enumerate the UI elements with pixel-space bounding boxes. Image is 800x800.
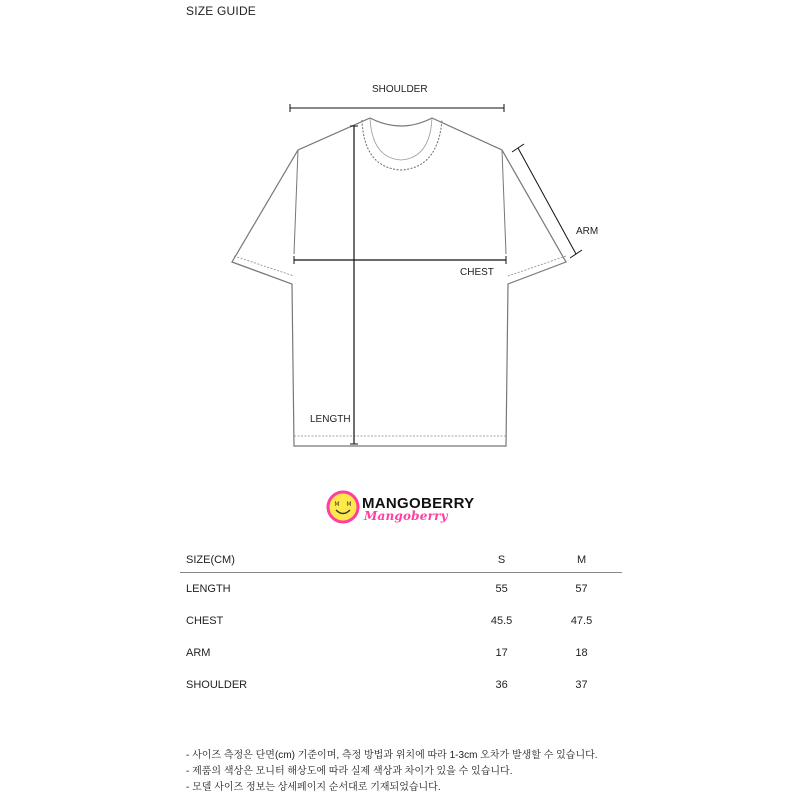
table-cell: 37 [575,679,588,691]
chest-label: CHEST [460,267,494,278]
table-header-cell: M [576,554,587,566]
table-cell: 36 [495,679,508,691]
table-cell: 57 [575,583,588,595]
size-notes [186,748,598,796]
table-cell: LENGTH [186,583,231,595]
table-row [180,669,622,701]
table-header-cell: SIZE(CM) [186,554,235,566]
length-label: LENGTH [310,414,351,425]
table-header-row [180,548,622,573]
svg-text:M: M [346,501,352,508]
table-cell: SHOULDER [186,679,248,691]
arm-measure-line [518,148,576,254]
brand-logo [326,488,486,528]
size-table [180,548,622,701]
table-cell: 45.5 [490,615,513,627]
svg-text:M: M [334,501,340,508]
shoulder-label: SHOULDER [372,84,428,95]
table-row [180,637,622,669]
tshirt-outline [232,118,566,446]
note-line: - 모델 사이즈 정보는 상세페이지 순서대로 기재되었습니다. [186,782,441,793]
note-line: - 제품의 색상은 모니터 해상도에 따라 실제 색상과 차이가 있을 수 있습니다. [186,766,513,777]
note-line: - 사이즈 측정은 단면(cm) 기준이며, 측정 방법과 위치에 따라 1-3cm 오차가 발생할 수 있습니다. [186,750,598,761]
arm-label: ARM [576,226,599,237]
table-row [180,573,622,606]
table-row [180,605,622,637]
table-cell: 55 [495,583,508,595]
page-title: SIZE GUIDE [186,4,257,18]
table-cell: 18 [575,647,588,659]
brand-script: Mangoberry [364,509,448,523]
table-cell: 47.5 [570,615,593,627]
table-cell: 17 [495,647,508,659]
table-header-cell: S [497,554,506,566]
smiley-face-icon [326,490,360,524]
brand-name: MANGOBERRY [362,495,475,512]
tshirt-collar [362,120,442,170]
table-cell: ARM [186,647,211,659]
table-cell: CHEST [186,615,224,627]
